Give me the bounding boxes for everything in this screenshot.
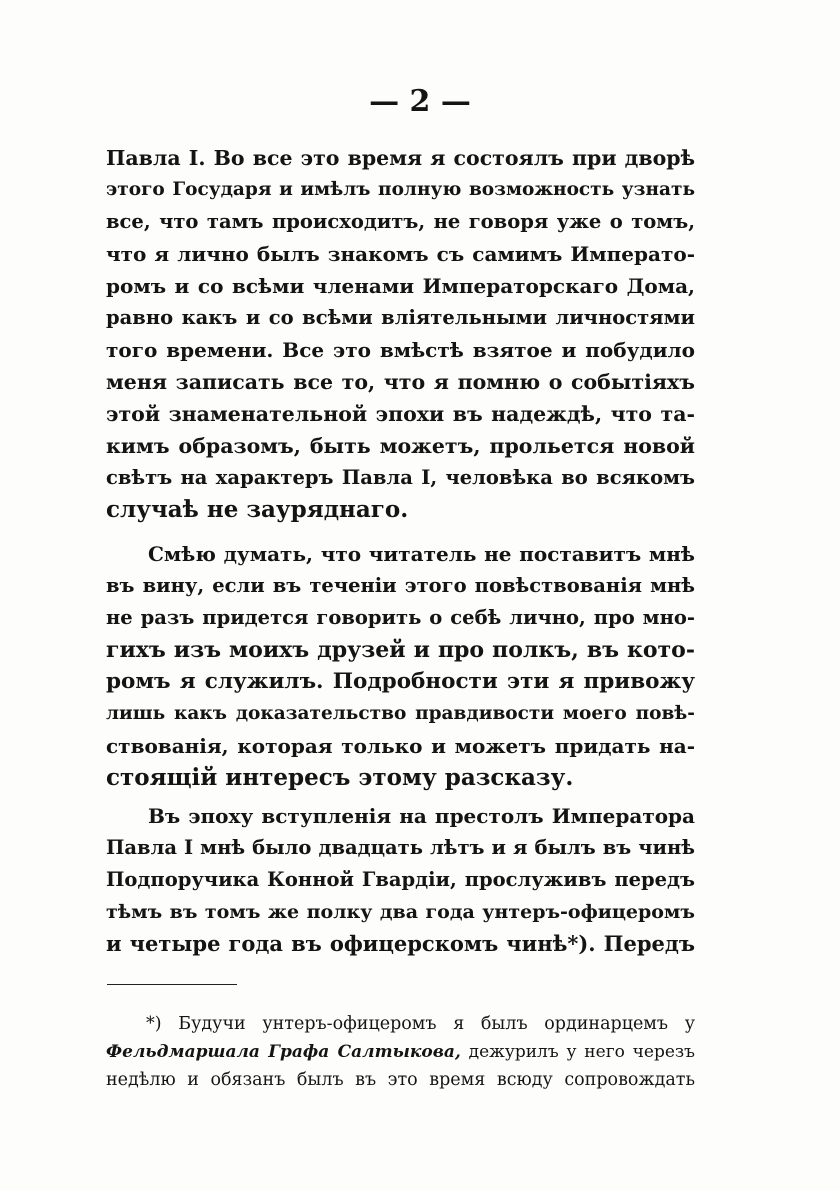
paragraph-3	[106, 800, 695, 960]
text-line: не разъ придется говорить о себѣ лично, про мно-	[106, 606, 695, 629]
paragraph-2	[106, 538, 695, 794]
text-line: ромъ я служилъ. Подробности эти я привожу	[106, 669, 695, 694]
text-line: и четыре года въ офицерскомъ чинѣ*). Передъ	[106, 931, 695, 956]
text-line: этого Государя и имѣлъ полную возможность узнать	[106, 179, 695, 200]
footnote-line: *) Будучи унтеръ-офицеромъ я былъ ординарцемъ у	[146, 1014, 695, 1034]
text-line: ствованія, которая только и можетъ придать на-	[106, 734, 695, 758]
text-line: свѣтъ на характеръ Павла I, человѣка во всякомъ	[106, 466, 695, 489]
footnote-line	[106, 1038, 695, 1066]
footnote-line-rest: дежурилъ у него черезъ	[460, 1042, 695, 1062]
text-line: все, что тамъ происходитъ, не говоря уже о томъ,	[106, 210, 695, 233]
text-line: этой знаменательной эпохи въ надеждѣ, что та-	[106, 402, 695, 426]
text-line: кимъ образомъ, быть можетъ, прольется новой	[106, 434, 695, 458]
text-line: что я лично былъ знакомъ съ самимъ Императо-	[106, 242, 695, 266]
footnote-divider	[107, 984, 237, 985]
text-line: Павла I мнѣ было двадцать лѣтъ и я былъ въ чинѣ	[106, 836, 695, 859]
footnote	[106, 1010, 695, 1094]
text-line: равно какъ и со всѣми вліятельными личностями	[106, 306, 695, 329]
footnote-italic-name: Фельдмаршала Графа Салтыкова,	[106, 1042, 461, 1062]
text-line: случаѣ не зауряднаго.	[106, 496, 409, 523]
text-line: Подпоручика Конной Гвардіи, прослуживъ передъ	[106, 868, 695, 891]
text-line: Павла I. Во все это время я состоялъ при дворѣ	[106, 146, 695, 170]
text-line: меня записать все то, что я помню о событіяхъ	[106, 370, 695, 394]
text-line: тѣмъ въ томъ же полку два года унтеръ-офицеромъ	[106, 901, 695, 923]
text-line: ромъ и со всѣми членами Императорскаго Дома,	[106, 274, 695, 298]
text-line: Смѣю думать, что читатель не поставитъ мнѣ	[148, 542, 695, 566]
page-number: — 2 —	[369, 84, 471, 119]
footnote-line: недѣлю и обязанъ былъ въ это время всюду сопровождать	[106, 1070, 695, 1090]
text-line: Въ эпоху вступленія на престолъ Императора	[148, 804, 695, 828]
text-line: гихъ изъ моихъ друзей и про полкъ, въ кото-	[106, 637, 695, 663]
text-line: въ вину, если въ теченіи этого повѣствованія мнѣ	[106, 574, 695, 597]
text-line: лишь какъ доказательство правдивости моего повѣ-	[106, 703, 695, 724]
text-line: того времени. Все это вмѣстѣ взятое и побудило	[106, 338, 695, 362]
text-line: стоящій интересъ этому разсказу.	[106, 764, 574, 791]
paragraph-1	[106, 142, 695, 526]
